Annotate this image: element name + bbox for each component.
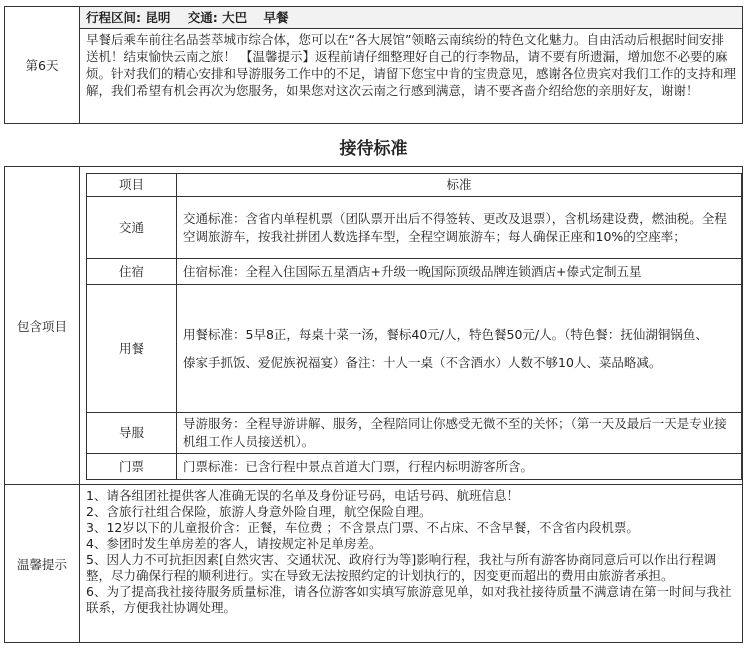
tip-item: 5、因人力不可抗拒因素[自然灾害、交通状况、政府行为等]影响行程，我社与所有游客协商同意后可以作出行程调整，尽力确保行程的顺利进行。实在导致无法按照约定的计划执行的，因变更而超出的费用由旅游者承担。: [86, 552, 717, 583]
tip-item: 2、含旅行社组合保险，旅游人身意外险自理，航空保险自理。: [86, 504, 432, 519]
included-cell: [80, 167, 743, 485]
tip-item: 6、为了提高我社接待服务质量标准，请各位游客如实填写旅游意见单，如对我社接待质量不满意请在第一时间与我社联系，方便我社协调处理。: [86, 584, 732, 615]
transport-label: 交通:: [187, 10, 218, 25]
day6-detail: [80, 7, 743, 124]
table-row: [87, 454, 742, 480]
meal-standard-line2: 傣家手抓饭、爱伲族祝福宴）备注：十人一桌（不含酒水）人数不够10人、菜品略减。: [183, 354, 662, 370]
transport-value: 大巴: [222, 10, 248, 25]
row-item: 门票: [87, 454, 177, 480]
day-label: 第6天: [5, 7, 80, 124]
row-item: 交通: [87, 197, 177, 259]
route-bar: [80, 7, 742, 29]
tips-label: 温馨提示: [5, 485, 80, 643]
standards-inner-table: [86, 173, 742, 480]
row-standard: 导游服务：全程导游讲解、服务，全程陪同让你感受无微不至的关怀；（第一天及最后一天是专业接机组工作人员接送机）。: [177, 413, 742, 454]
tip-item: 3、12岁以下的儿童报价含：正餐，车位费 ；不含景点门票、不占床、不含早餐，不含省内段机票。: [86, 520, 639, 535]
route-value: 昆明: [145, 10, 171, 25]
row-item: 住宿: [87, 259, 177, 285]
inner-header-row: [87, 174, 742, 197]
table-row: [87, 197, 742, 259]
header-standard: 标准: [177, 174, 742, 197]
day6-table: [4, 6, 743, 124]
meal-standard-line1: 用餐标准：5早8正，每桌十菜一汤，餐标40元/人，特色餐50元/人。（特色餐：抚仙湖铜锅鱼、: [183, 326, 708, 342]
section-title: 接待标准: [339, 139, 408, 159]
standards-table: [4, 166, 743, 643]
tip-item: 4、参团时发生单房差的客人，请按规定补足单房差。: [86, 536, 382, 551]
included-label: 包含项目: [5, 167, 80, 485]
tip-item: 1、请各组团社提供客人准确无误的名单及身份证号码，电话号码、航班信息！: [86, 488, 519, 503]
row-standard: 门票标准：已含行程中景点首道大门票，行程内标明游客所含。: [177, 454, 742, 480]
table-row: [87, 285, 742, 413]
header-item: 项目: [87, 174, 177, 197]
day6-description: 早餐后乘车前往名品荟萃城市综合体，您可以在“各大展馆”领略云南缤纷的特色文化魅力。自由活动后根据时间安排送机！结束愉快云南之旅！ 【温馨提示】返程前请仔细整理好自己的行李物品，请不要有所遗漏，增加您不必要的麻烦。针对我们的精心安排和导游服务工作中的不足，请留下您宝中肯的宝贵意见，感谢各位贵宾对我们工作的支持和理解，我们希望有机会再次为您服务，如果您对这次云南之行感到满意，请不要吝啬介绍给您的亲朋好友，谢谢！: [86, 32, 737, 98]
tips-content: [80, 485, 743, 643]
row-standard: [177, 285, 742, 413]
row-standard: 住宿标准：全程入住国际五星酒店+升级一晚国际顶级品牌连锁酒店+傣式定制五星: [177, 259, 742, 285]
row-standard: 交通标准：含省内单程机票（团队票开出后不得签转、更改及退票），含机场建设费，燃油税。全程空调旅游车，按我社拼团人数选择车型，全程空调旅游车；每人确保正座和10%的空座率；: [177, 197, 742, 259]
row-item: 导服: [87, 413, 177, 454]
table-row: [87, 259, 742, 285]
table-row: [87, 413, 742, 454]
meal-value: 早餐: [263, 10, 289, 25]
row-item: 用餐: [87, 285, 177, 413]
route-label: 行程区间:: [86, 10, 141, 25]
